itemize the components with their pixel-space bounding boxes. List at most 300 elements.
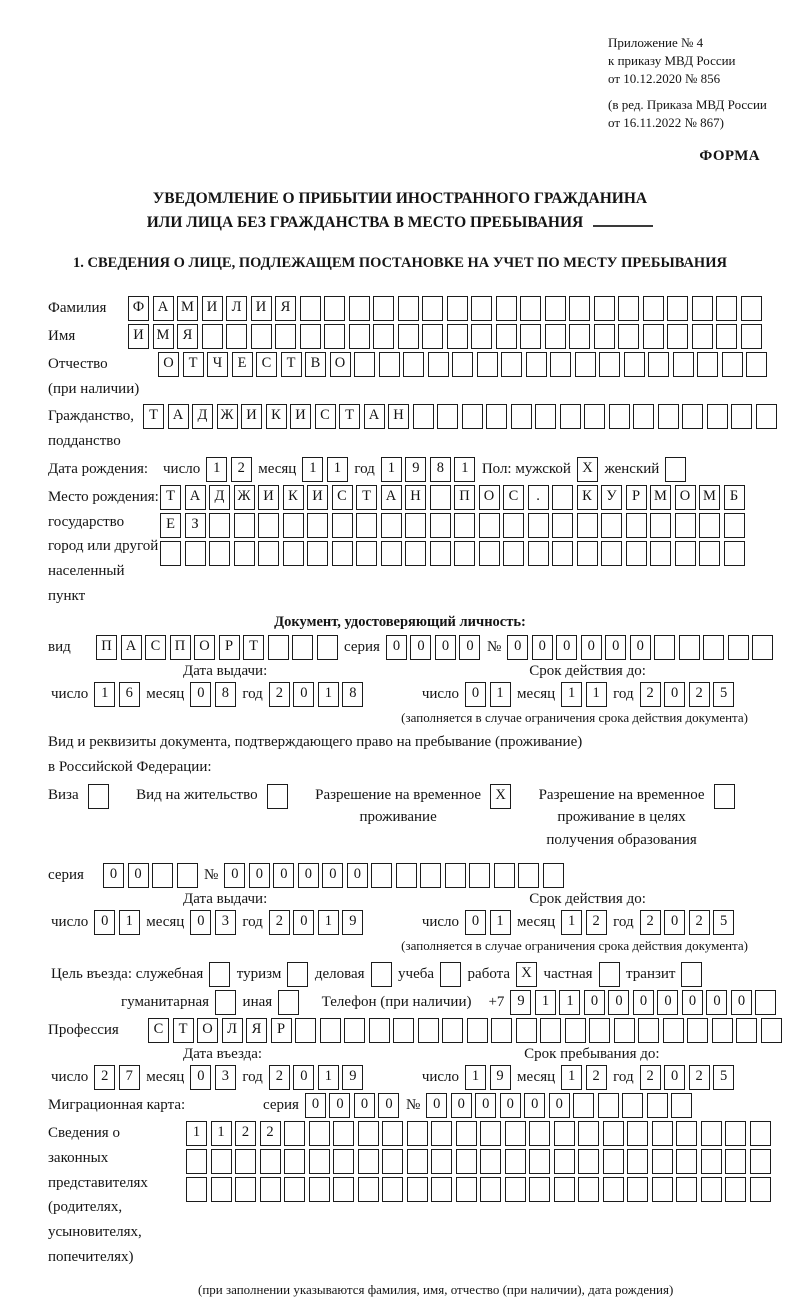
char-cell[interactable] <box>552 513 573 538</box>
char-cell[interactable] <box>676 1121 697 1146</box>
char-cell[interactable]: 0 <box>584 990 605 1015</box>
char-cell[interactable]: 0 <box>293 1065 314 1090</box>
char-cell[interactable] <box>676 1149 697 1174</box>
char-cell[interactable]: Я <box>246 1018 267 1043</box>
char-cell[interactable] <box>471 324 492 349</box>
residence-permit-option-checkbox[interactable] <box>267 784 288 809</box>
char-cell[interactable]: 2 <box>689 910 710 935</box>
char-cell[interactable] <box>601 513 622 538</box>
char-cell[interactable] <box>234 541 255 566</box>
char-cell[interactable] <box>300 296 321 321</box>
char-cell[interactable] <box>160 541 181 566</box>
char-cell[interactable] <box>333 1177 354 1202</box>
char-cell[interactable] <box>543 863 564 888</box>
char-cell[interactable] <box>503 513 524 538</box>
char-cell[interactable] <box>529 1149 550 1174</box>
char-cell[interactable]: И <box>290 404 311 429</box>
char-cell[interactable]: О <box>675 485 696 510</box>
char-cell[interactable]: И <box>241 404 262 429</box>
char-cell[interactable]: М <box>153 324 174 349</box>
char-cell[interactable]: Т <box>160 485 181 510</box>
char-cell[interactable] <box>477 352 498 377</box>
char-cell[interactable]: 1 <box>559 990 580 1015</box>
char-cell[interactable]: 0 <box>657 990 678 1015</box>
char-cell[interactable] <box>554 1121 575 1146</box>
char-cell[interactable] <box>186 1149 207 1174</box>
char-cell[interactable]: 1 <box>211 1121 232 1146</box>
char-cell[interactable]: 1 <box>318 1065 339 1090</box>
char-cell[interactable] <box>258 513 279 538</box>
char-cell[interactable] <box>268 635 289 660</box>
char-cell[interactable]: 0 <box>224 863 245 888</box>
char-cell[interactable]: 1 <box>561 682 582 707</box>
char-cell[interactable] <box>627 1177 648 1202</box>
char-cell[interactable]: 0 <box>273 863 294 888</box>
char-cell[interactable] <box>382 1121 403 1146</box>
char-cell[interactable] <box>652 1177 673 1202</box>
char-cell[interactable] <box>283 541 304 566</box>
char-cell[interactable] <box>675 541 696 566</box>
char-cell[interactable]: 0 <box>426 1093 447 1118</box>
char-cell[interactable] <box>381 513 402 538</box>
char-cell[interactable]: А <box>153 296 174 321</box>
char-cell[interactable] <box>358 1177 379 1202</box>
char-cell[interactable] <box>622 1093 643 1118</box>
char-cell[interactable]: 0 <box>549 1093 570 1118</box>
char-cell[interactable]: М <box>650 485 671 510</box>
char-cell[interactable] <box>356 541 377 566</box>
char-cell[interactable]: С <box>332 485 353 510</box>
char-cell[interactable] <box>676 1177 697 1202</box>
char-cell[interactable]: А <box>121 635 142 660</box>
char-cell[interactable]: . <box>528 485 549 510</box>
char-cell[interactable] <box>320 1018 341 1043</box>
char-cell[interactable]: 2 <box>269 682 290 707</box>
char-cell[interactable] <box>712 1018 733 1043</box>
char-cell[interactable]: В <box>305 352 326 377</box>
char-cell[interactable]: 0 <box>459 635 480 660</box>
visa-option-checkbox[interactable] <box>88 784 109 809</box>
char-cell[interactable] <box>251 324 272 349</box>
char-cell[interactable] <box>633 404 654 429</box>
char-cell[interactable] <box>528 513 549 538</box>
char-cell[interactable] <box>746 352 767 377</box>
char-cell[interactable] <box>437 404 458 429</box>
char-cell[interactable]: 8 <box>342 682 363 707</box>
char-cell[interactable]: 9 <box>490 1065 511 1090</box>
char-cell[interactable]: Н <box>405 485 426 510</box>
char-cell[interactable] <box>627 1121 648 1146</box>
char-cell[interactable]: 2 <box>640 910 661 935</box>
char-cell[interactable] <box>358 1121 379 1146</box>
char-cell[interactable] <box>422 296 443 321</box>
char-cell[interactable]: 1 <box>465 1065 486 1090</box>
char-cell[interactable]: 0 <box>556 635 577 660</box>
char-cell[interactable]: 2 <box>640 682 661 707</box>
char-cell[interactable] <box>526 352 547 377</box>
char-cell[interactable] <box>598 1093 619 1118</box>
char-cell[interactable] <box>491 1018 512 1043</box>
char-cell[interactable] <box>699 513 720 538</box>
char-cell[interactable]: И <box>251 296 272 321</box>
char-cell[interactable] <box>373 324 394 349</box>
char-cell[interactable] <box>454 541 475 566</box>
char-cell[interactable] <box>447 324 468 349</box>
char-cell[interactable]: 0 <box>706 990 727 1015</box>
char-cell[interactable]: 0 <box>465 910 486 935</box>
char-cell[interactable]: 0 <box>293 682 314 707</box>
char-cell[interactable] <box>349 296 370 321</box>
char-cell[interactable] <box>667 324 688 349</box>
char-cell[interactable]: 5 <box>713 1065 734 1090</box>
char-cell[interactable]: 0 <box>190 910 211 935</box>
char-cell[interactable] <box>627 1149 648 1174</box>
char-cell[interactable] <box>535 404 556 429</box>
char-cell[interactable] <box>456 1177 477 1202</box>
char-cell[interactable] <box>601 541 622 566</box>
char-cell[interactable]: Я <box>177 324 198 349</box>
purpose-official-checkbox[interactable] <box>209 962 230 987</box>
char-cell[interactable]: Ж <box>217 404 238 429</box>
char-cell[interactable]: 0 <box>354 1093 375 1118</box>
char-cell[interactable]: 0 <box>465 682 486 707</box>
char-cell[interactable] <box>349 324 370 349</box>
char-cell[interactable] <box>226 324 247 349</box>
char-cell[interactable] <box>756 404 777 429</box>
char-cell[interactable] <box>599 352 620 377</box>
char-cell[interactable] <box>430 541 451 566</box>
char-cell[interactable] <box>578 1121 599 1146</box>
temporary-residence-option-checkbox[interactable]: X <box>490 784 511 809</box>
char-cell[interactable] <box>679 635 700 660</box>
char-cell[interactable] <box>398 296 419 321</box>
char-cell[interactable] <box>643 296 664 321</box>
char-cell[interactable] <box>560 404 581 429</box>
char-cell[interactable]: Т <box>356 485 377 510</box>
char-cell[interactable]: 9 <box>342 910 363 935</box>
male-checkbox[interactable]: X <box>577 457 598 482</box>
char-cell[interactable] <box>716 296 737 321</box>
char-cell[interactable]: К <box>283 485 304 510</box>
char-cell[interactable]: 0 <box>475 1093 496 1118</box>
char-cell[interactable] <box>494 863 515 888</box>
char-cell[interactable] <box>431 1149 452 1174</box>
char-cell[interactable] <box>565 1018 586 1043</box>
char-cell[interactable] <box>428 352 449 377</box>
char-cell[interactable]: 0 <box>94 910 115 935</box>
char-cell[interactable]: 3 <box>215 1065 236 1090</box>
char-cell[interactable] <box>354 352 375 377</box>
char-cell[interactable] <box>177 863 198 888</box>
char-cell[interactable] <box>699 541 720 566</box>
char-cell[interactable]: С <box>256 352 277 377</box>
char-cell[interactable] <box>648 352 669 377</box>
char-cell[interactable] <box>431 1177 452 1202</box>
char-cell[interactable] <box>654 635 675 660</box>
char-cell[interactable] <box>692 296 713 321</box>
char-cell[interactable] <box>480 1149 501 1174</box>
char-cell[interactable]: 9 <box>510 990 531 1015</box>
char-cell[interactable] <box>452 352 473 377</box>
char-cell[interactable] <box>750 1121 771 1146</box>
char-cell[interactable] <box>569 296 590 321</box>
char-cell[interactable] <box>505 1121 526 1146</box>
char-cell[interactable] <box>430 513 451 538</box>
char-cell[interactable] <box>716 324 737 349</box>
char-cell[interactable] <box>652 1149 673 1174</box>
char-cell[interactable]: 0 <box>731 990 752 1015</box>
char-cell[interactable] <box>750 1149 771 1174</box>
char-cell[interactable] <box>430 485 451 510</box>
char-cell[interactable] <box>211 1177 232 1202</box>
char-cell[interactable] <box>211 1149 232 1174</box>
char-cell[interactable] <box>687 1018 708 1043</box>
purpose-other-checkbox[interactable] <box>278 990 299 1015</box>
char-cell[interactable]: Н <box>388 404 409 429</box>
char-cell[interactable] <box>652 1121 673 1146</box>
char-cell[interactable]: 1 <box>535 990 556 1015</box>
char-cell[interactable] <box>673 352 694 377</box>
char-cell[interactable] <box>573 1093 594 1118</box>
char-cell[interactable] <box>594 324 615 349</box>
char-cell[interactable] <box>456 1121 477 1146</box>
char-cell[interactable]: 2 <box>269 910 290 935</box>
place-name-blank[interactable] <box>593 213 653 227</box>
char-cell[interactable] <box>324 324 345 349</box>
char-cell[interactable] <box>333 1121 354 1146</box>
char-cell[interactable] <box>520 324 541 349</box>
char-cell[interactable] <box>292 635 313 660</box>
char-cell[interactable] <box>520 296 541 321</box>
purpose-study-checkbox[interactable] <box>440 962 461 987</box>
char-cell[interactable] <box>550 352 571 377</box>
char-cell[interactable] <box>554 1149 575 1174</box>
char-cell[interactable]: 0 <box>532 635 553 660</box>
char-cell[interactable] <box>752 635 773 660</box>
char-cell[interactable]: 1 <box>206 457 227 482</box>
char-cell[interactable]: 0 <box>190 682 211 707</box>
char-cell[interactable] <box>618 296 639 321</box>
char-cell[interactable]: М <box>699 485 720 510</box>
char-cell[interactable] <box>603 1177 624 1202</box>
char-cell[interactable] <box>736 1018 757 1043</box>
char-cell[interactable] <box>603 1149 624 1174</box>
char-cell[interactable]: С <box>503 485 524 510</box>
char-cell[interactable]: Р <box>219 635 240 660</box>
char-cell[interactable] <box>332 541 353 566</box>
char-cell[interactable]: 1 <box>561 1065 582 1090</box>
char-cell[interactable]: П <box>454 485 475 510</box>
char-cell[interactable] <box>741 324 762 349</box>
char-cell[interactable] <box>663 1018 684 1043</box>
char-cell[interactable] <box>584 404 605 429</box>
char-cell[interactable]: 0 <box>103 863 124 888</box>
char-cell[interactable]: 1 <box>119 910 140 935</box>
char-cell[interactable] <box>381 541 402 566</box>
char-cell[interactable] <box>333 1149 354 1174</box>
char-cell[interactable] <box>575 352 596 377</box>
char-cell[interactable] <box>420 863 441 888</box>
char-cell[interactable] <box>725 1177 746 1202</box>
char-cell[interactable]: 1 <box>302 457 323 482</box>
char-cell[interactable]: 0 <box>630 635 651 660</box>
char-cell[interactable] <box>692 324 713 349</box>
char-cell[interactable]: А <box>185 485 206 510</box>
char-cell[interactable]: 1 <box>490 910 511 935</box>
char-cell[interactable] <box>332 513 353 538</box>
char-cell[interactable]: 1 <box>454 457 475 482</box>
char-cell[interactable]: Л <box>222 1018 243 1043</box>
char-cell[interactable] <box>431 1121 452 1146</box>
char-cell[interactable]: Т <box>173 1018 194 1043</box>
char-cell[interactable]: А <box>364 404 385 429</box>
char-cell[interactable] <box>422 324 443 349</box>
char-cell[interactable]: С <box>315 404 336 429</box>
char-cell[interactable] <box>186 1177 207 1202</box>
char-cell[interactable] <box>569 324 590 349</box>
char-cell[interactable]: 0 <box>329 1093 350 1118</box>
char-cell[interactable]: Р <box>626 485 647 510</box>
purpose-work-checkbox[interactable]: X <box>516 962 537 987</box>
purpose-business-checkbox[interactable] <box>371 962 392 987</box>
char-cell[interactable]: Р <box>271 1018 292 1043</box>
char-cell[interactable] <box>398 324 419 349</box>
char-cell[interactable] <box>728 635 749 660</box>
char-cell[interactable] <box>724 541 745 566</box>
char-cell[interactable] <box>650 513 671 538</box>
char-cell[interactable] <box>503 541 524 566</box>
char-cell[interactable]: 0 <box>500 1093 521 1118</box>
char-cell[interactable]: 2 <box>231 457 252 482</box>
char-cell[interactable]: 0 <box>451 1093 472 1118</box>
char-cell[interactable]: 7 <box>119 1065 140 1090</box>
char-cell[interactable]: 2 <box>586 910 607 935</box>
char-cell[interactable] <box>609 404 630 429</box>
char-cell[interactable] <box>578 1149 599 1174</box>
char-cell[interactable]: 0 <box>633 990 654 1015</box>
char-cell[interactable]: 1 <box>586 682 607 707</box>
char-cell[interactable] <box>284 1177 305 1202</box>
char-cell[interactable] <box>701 1149 722 1174</box>
char-cell[interactable] <box>344 1018 365 1043</box>
char-cell[interactable]: 8 <box>430 457 451 482</box>
char-cell[interactable]: З <box>185 513 206 538</box>
char-cell[interactable] <box>405 513 426 538</box>
char-cell[interactable]: 0 <box>682 990 703 1015</box>
char-cell[interactable] <box>516 1018 537 1043</box>
char-cell[interactable]: 0 <box>507 635 528 660</box>
char-cell[interactable] <box>501 352 522 377</box>
char-cell[interactable] <box>761 1018 782 1043</box>
char-cell[interactable] <box>393 1018 414 1043</box>
char-cell[interactable]: О <box>330 352 351 377</box>
char-cell[interactable]: Т <box>143 404 164 429</box>
char-cell[interactable] <box>594 296 615 321</box>
purpose-private-checkbox[interactable] <box>599 962 620 987</box>
char-cell[interactable] <box>701 1177 722 1202</box>
char-cell[interactable]: 2 <box>586 1065 607 1090</box>
char-cell[interactable] <box>731 404 752 429</box>
char-cell[interactable] <box>707 404 728 429</box>
char-cell[interactable] <box>260 1177 281 1202</box>
char-cell[interactable]: О <box>158 352 179 377</box>
char-cell[interactable]: 1 <box>561 910 582 935</box>
char-cell[interactable] <box>407 1149 428 1174</box>
char-cell[interactable]: 2 <box>269 1065 290 1090</box>
char-cell[interactable]: 8 <box>215 682 236 707</box>
char-cell[interactable]: А <box>168 404 189 429</box>
char-cell[interactable] <box>371 863 392 888</box>
char-cell[interactable]: Т <box>339 404 360 429</box>
char-cell[interactable] <box>260 1149 281 1174</box>
char-cell[interactable]: 0 <box>298 863 319 888</box>
char-cell[interactable]: 0 <box>386 635 407 660</box>
char-cell[interactable] <box>480 1177 501 1202</box>
char-cell[interactable] <box>725 1121 746 1146</box>
char-cell[interactable] <box>479 541 500 566</box>
char-cell[interactable] <box>209 513 230 538</box>
char-cell[interactable]: 0 <box>524 1093 545 1118</box>
char-cell[interactable]: 3 <box>215 910 236 935</box>
char-cell[interactable]: О <box>194 635 215 660</box>
char-cell[interactable] <box>307 541 328 566</box>
char-cell[interactable] <box>324 296 345 321</box>
char-cell[interactable]: 2 <box>94 1065 115 1090</box>
char-cell[interactable]: 0 <box>190 1065 211 1090</box>
char-cell[interactable] <box>647 1093 668 1118</box>
char-cell[interactable] <box>638 1018 659 1043</box>
char-cell[interactable]: 1 <box>186 1121 207 1146</box>
char-cell[interactable]: 0 <box>581 635 602 660</box>
char-cell[interactable] <box>295 1018 316 1043</box>
char-cell[interactable] <box>413 404 434 429</box>
char-cell[interactable]: 1 <box>318 910 339 935</box>
char-cell[interactable]: 0 <box>605 635 626 660</box>
char-cell[interactable] <box>442 1018 463 1043</box>
char-cell[interactable]: К <box>266 404 287 429</box>
char-cell[interactable] <box>373 296 394 321</box>
char-cell[interactable] <box>382 1149 403 1174</box>
char-cell[interactable] <box>447 296 468 321</box>
char-cell[interactable] <box>469 863 490 888</box>
char-cell[interactable] <box>529 1121 550 1146</box>
char-cell[interactable] <box>152 863 173 888</box>
char-cell[interactable] <box>496 324 517 349</box>
char-cell[interactable] <box>356 513 377 538</box>
char-cell[interactable] <box>471 296 492 321</box>
char-cell[interactable]: И <box>128 324 149 349</box>
char-cell[interactable]: 0 <box>664 682 685 707</box>
purpose-tourism-checkbox[interactable] <box>287 962 308 987</box>
char-cell[interactable]: У <box>601 485 622 510</box>
char-cell[interactable] <box>235 1177 256 1202</box>
char-cell[interactable]: 0 <box>249 863 270 888</box>
char-cell[interactable]: 0 <box>664 910 685 935</box>
char-cell[interactable]: 2 <box>235 1121 256 1146</box>
char-cell[interactable]: Е <box>232 352 253 377</box>
char-cell[interactable]: А <box>381 485 402 510</box>
char-cell[interactable] <box>480 1121 501 1146</box>
char-cell[interactable] <box>626 541 647 566</box>
char-cell[interactable] <box>618 324 639 349</box>
char-cell[interactable]: 1 <box>318 682 339 707</box>
char-cell[interactable] <box>540 1018 561 1043</box>
char-cell[interactable] <box>722 352 743 377</box>
char-cell[interactable]: 0 <box>322 863 343 888</box>
char-cell[interactable] <box>545 324 566 349</box>
char-cell[interactable]: О <box>479 485 500 510</box>
char-cell[interactable]: 0 <box>293 910 314 935</box>
